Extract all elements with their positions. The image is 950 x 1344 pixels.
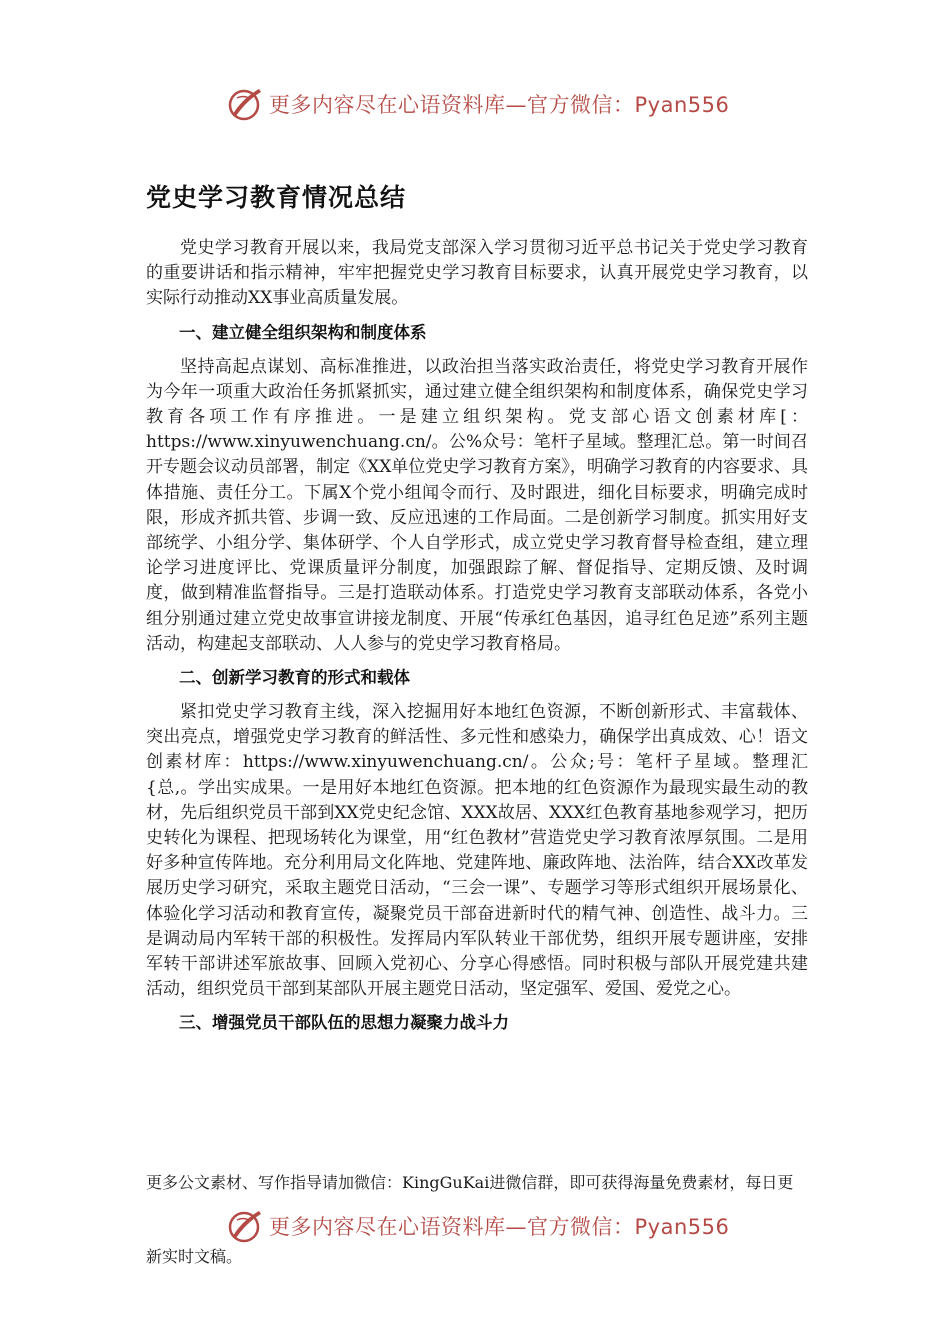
document-body <box>146 178 808 1045</box>
section-heading-1: 一、建立健全组织架构和制度体系 <box>179 322 427 342</box>
footer-banner <box>225 1206 729 1246</box>
section-body-2: 紧扣党史学习教育主线，深入挖掘用好本地红色资源，不断创新形式、丰富载体、突出亮点，增强党史学习教育的鲜活性、多元性和感染力，确保学出真成效、心！语文创素材库：https://www.xinyuwenchuang.cn/。公众;号：笔杆子星域。整理汇{总,。学出实成果。一是用好本地红色资源。把本地的红色资源作为最现实最生动的教材，先后组织党员干部到XX党史纪念馆、XXX故居、XXX红色教育基地参观学习，把历史转化为课程、把现场转化为课堂，用“红色教材”营造党史学习教育浓厚氛围。二是用好多种宣传阵地。充分利用局文化阵地、党建阵地、廉政阵地、法治阵，结合XX改革发展历史学习研究，采取主题党日活动，“三会一课”、专题学习等形式组织开展场景化、体验化学习活动和教育宣传，凝聚党员干部奋进新时代的精气神、创造性、战斗力。三是调动局内军转干部的积极性。发挥局内军队转业干部优势，组织开展专题讲座，安排军转干部讲述军旅故事、回顾入党初心、分享心得感悟。同时积极与部队开展党建共建活动，组织党员干部到某部队开展主题党日活动，坚定强军、爱国、爱党之心。 <box>146 702 808 1000</box>
brush-pen-logo-icon <box>225 1206 265 1246</box>
section-body-1: 坚持高起点谋划、高标准推进，以政治担当落实政治责任，将党史学习教育开展作为今年一项重大政治任务抓紧抓实，通过建立健全组织架构和制度体系，确保党史学习教育各项工作有序推进。一是建立组织架构。党支部心语文创素材库[：https://www.xinyuwenchuang.cn/。公%众号：笔杆子星域。整理汇总。第一时间召开专题会议动员部署，制定《XX单位党史学习教育方案》，明确学习教育的内容要求、具体措施、责任分工。下属X个党小组闻令而行、及时跟进，细化目标要求，明确完成时限，形成齐抓共管、步调一致、反应迅速的工作局面。二是创新学习制度。抓实用好支部统学、小组分学、集体研学、个人自学形式，成立党史学习教育督导检查组，建立理论学习进度评比、党课质量评分制度，加强跟踪了解、督促指导、定期反馈、及时调度，做到精准监督指导。三是打造联动体系。打造党史学习教育支部联动体系，各党小组分别通过建立党史故事宣讲接龙制度、开展“传承红色基因，追寻红色足迹”系列主题活动，构建起支部联动、人人参与的党史学习教育格局。 <box>146 356 808 654</box>
banner-text: 更多内容尽在心语资料库—官方微信：Pyan556 <box>269 1215 730 1239</box>
section-heading-3: 三、增强党员干部队伍的思想力凝聚力战斗力 <box>179 1013 509 1033</box>
document-title: 党史学习教育情况总结 <box>146 183 407 212</box>
header-banner <box>225 84 729 124</box>
intro-paragraph: 党史学习教育开展以来，我局党支部深入学习贯彻习近平总书记关于党史学习教育的重要讲话和指示精神，牢牢把握党史学习教育目标要求，认真开展党史学习教育，以实际行动推动XX事业高质量发展。 <box>146 238 808 309</box>
brush-pen-logo-icon <box>225 84 265 124</box>
section-heading-2: 二、创新学习教育的形式和载体 <box>179 668 410 688</box>
footer-tail: 新实时文稿。 <box>146 1247 243 1266</box>
banner-text: 更多内容尽在心语资料库—官方微信：Pyan556 <box>269 93 730 117</box>
footer-note: 更多公文素材、写作指导请加微信：KingGuKai进微信群，即可获得海量免费素材，每日更 <box>146 1173 794 1192</box>
